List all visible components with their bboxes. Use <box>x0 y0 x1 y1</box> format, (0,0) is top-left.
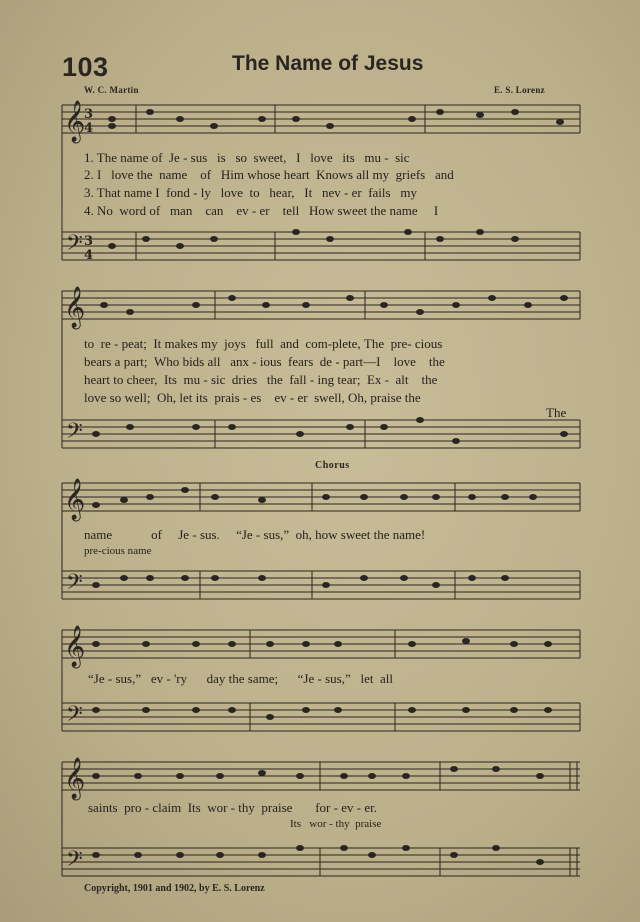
hymn-number: 103 <box>62 52 109 82</box>
svg-text:𝄢: 𝄢 <box>66 231 83 261</box>
system1-verse2: 2. I love the name of Him whose heart Knows all my griefs and <box>84 167 454 182</box>
system4-treble-staff <box>62 630 580 658</box>
system3-bass-staff <box>62 571 580 599</box>
system1-treble-staff <box>62 105 580 133</box>
svg-text:3: 3 <box>84 234 94 249</box>
svg-text:𝄢: 𝄢 <box>66 702 83 732</box>
svg-text:𝄞: 𝄞 <box>64 758 86 799</box>
system3-alt-lyrics: pre-cious name <box>84 545 152 557</box>
system5-lyrics: saints pro - claim Its wor - thy praise for - ev - er. <box>88 800 377 815</box>
system1-verse1: 1. The name of Je - sus is so sweet, I love its mu - sic <box>84 150 410 165</box>
system2-bass-word: The <box>546 405 567 420</box>
system2-verse1: to re - peat; It makes my joys full and com-plete, The pre- cious <box>84 336 443 351</box>
copyright-notice: Copyright, 1901 and 1902, by E. S. Lorenz <box>84 883 265 894</box>
svg-text:𝄢: 𝄢 <box>66 419 83 449</box>
lyricist-credit: W. C. Martin <box>84 85 139 95</box>
svg-text:𝄞: 𝄞 <box>64 626 86 667</box>
system1-verse3: 3. That name I fond - ly love to hear, It nev - er fails my <box>84 185 417 200</box>
svg-text:4: 4 <box>84 248 94 263</box>
system1-verse4: 4. No word of man can ev - er tell How sweet the name I <box>84 203 439 218</box>
chorus-label: Chorus <box>315 460 350 471</box>
svg-text:𝄞: 𝄞 <box>64 101 86 142</box>
svg-text:4: 4 <box>84 121 94 136</box>
system5-alt-lyrics: Its wor - thy praise <box>290 818 382 830</box>
system3-lyrics: name of Je - sus. “Je - sus,” oh, how sweet the name! <box>84 527 426 542</box>
system5-bass-staff <box>62 848 580 876</box>
system2-bass-staff <box>62 420 580 448</box>
system2-verse4: love so well; Oh, let its prais - es ev - er swell, Oh, praise the <box>84 390 421 405</box>
system4-lyrics: “Je - sus,” ev - 'ry day the same; “Je - sus,” let all <box>88 671 393 686</box>
system4-bass-staff <box>62 703 580 731</box>
svg-text:3: 3 <box>84 107 94 122</box>
composer-credit: E. S. Lorenz <box>494 85 545 95</box>
note-heads <box>92 109 568 865</box>
svg-text:𝄢: 𝄢 <box>66 570 83 600</box>
system2-treble-staff <box>62 291 580 319</box>
svg-text:𝄞: 𝄞 <box>64 479 86 520</box>
system2-verse3: heart to cheer, Its mu - sic dries the fall - ing tear; Ex - alt the <box>84 372 438 387</box>
system2-verse2: bears a part; Who bids all anx - ious fears de - part—I love the <box>84 354 445 369</box>
system1-bass-staff <box>62 232 580 260</box>
svg-text:𝄢: 𝄢 <box>66 847 83 877</box>
hymn-title: The Name of Jesus <box>232 52 424 75</box>
svg-text:𝄞: 𝄞 <box>64 287 86 328</box>
